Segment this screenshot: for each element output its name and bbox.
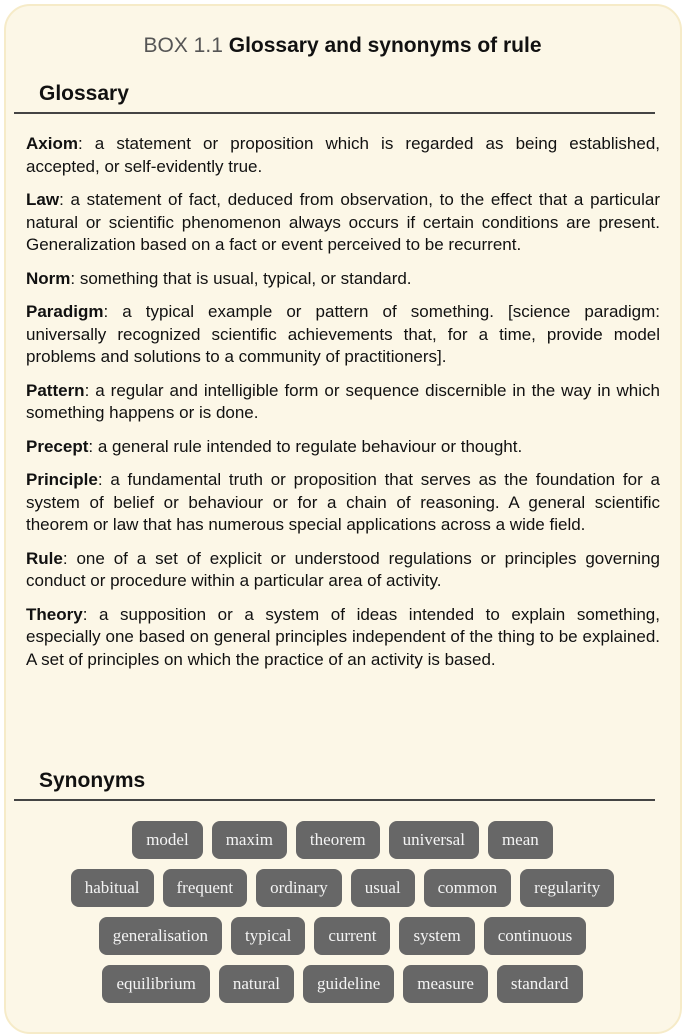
synonym-tag: universal [389,821,479,859]
glossary-entry [26,604,660,672]
glossary-term: Axiom [26,134,78,153]
synonym-tag: equilibrium [102,965,209,1003]
glossary-definition: : a statement of fact, deduced from observation, to the effect that a particular natural or scientific phenomenon always occurs if certain conditions are present. Generalization based on a fact or event perceived to be recurrent. [26,190,660,254]
glossary-term: Precept [26,436,89,456]
synonym-tag: model [132,821,203,859]
box-title [0,34,685,58]
glossary-heading: Glossary [39,82,129,105]
divider [14,799,655,801]
glossary-entry [26,189,660,257]
glossary-entry [26,436,660,459]
glossary-entry [26,380,660,425]
synonym-row [0,821,685,859]
glossary-entry [26,548,660,593]
synonym-tag: measure [403,965,488,1003]
divider [14,112,655,114]
box-title-text: Glossary and synonyms of rule [228,34,542,57]
glossary-term: Theory [26,604,83,624]
glossary-definition: : one of a set of explicit or understood regulations or principles governing conduct or procedure within a particular area of activity. [26,548,660,590]
glossary-term: Rule [26,548,63,568]
glossary-definition: : something that is usual, typical, or standard. [70,268,412,288]
synonym-tag: ordinary [256,869,342,907]
synonyms-heading: Synonyms [39,769,146,792]
glossary-definition: : a typical example or pattern of something. [science paradigm: universally recognized scientific achievements that, for a time, provide model problems and solutions to a community of practitioners]. [26,302,660,366]
glossary-entry [26,133,660,178]
glossary-definition: : a regular and intelligible form or sequence discernible in the way in which something happens or is done. [26,380,660,422]
glossary-definition: : a supposition or a system of ideas intended to explain something, especially one based on general principles independent of the thing to be explained. A set of principles on which the practice of an activity is based. [26,604,660,669]
synonym-tag: system [399,917,474,955]
synonym-tag: maxim [212,821,287,859]
glossary-term: Norm [26,268,71,288]
synonym-row [0,917,685,955]
synonym-tag: typical [231,917,305,955]
box-number: BOX 1.1 [143,34,223,57]
synonym-tag: habitual [71,869,154,907]
glossary-entry [26,268,660,291]
synonym-tag: common [424,869,512,907]
glossary-entry [26,301,660,369]
glossary-list [26,133,660,682]
glossary-term: Law [26,190,60,209]
glossary-definition: : a fundamental truth or proposition that serves as the foundation for a system of belief or behaviour or for a chain of reasoning. A general scientific theorem or law that has numerous special applications across a wide field. [26,470,660,534]
synonym-tag: standard [497,965,583,1003]
synonym-tag: mean [488,821,553,859]
synonym-tag: regularity [520,869,614,907]
glossary-term: Principle [26,470,98,489]
synonym-tag: natural [219,965,294,1003]
synonym-tag: theorem [296,821,380,859]
glossary-entry [26,469,660,537]
synonym-tag: generalisation [99,917,222,955]
synonym-tag: frequent [163,869,248,907]
synonym-tag: guideline [303,965,394,1003]
synonym-tag: usual [351,869,415,907]
synonym-tags [0,821,685,1013]
synonym-row [0,869,685,907]
glossary-term: Pattern [26,380,85,400]
glossary-definition: : a general rule intended to regulate behaviour or thought. [88,436,523,456]
synonym-row [0,965,685,1003]
glossary-term: Paradigm [26,302,104,321]
synonym-tag: current [314,917,390,955]
glossary-definition: : a statement or proposition which is regarded as being established, accepted, or self-evidently true. [26,134,660,176]
synonym-tag: continuous [484,917,587,955]
